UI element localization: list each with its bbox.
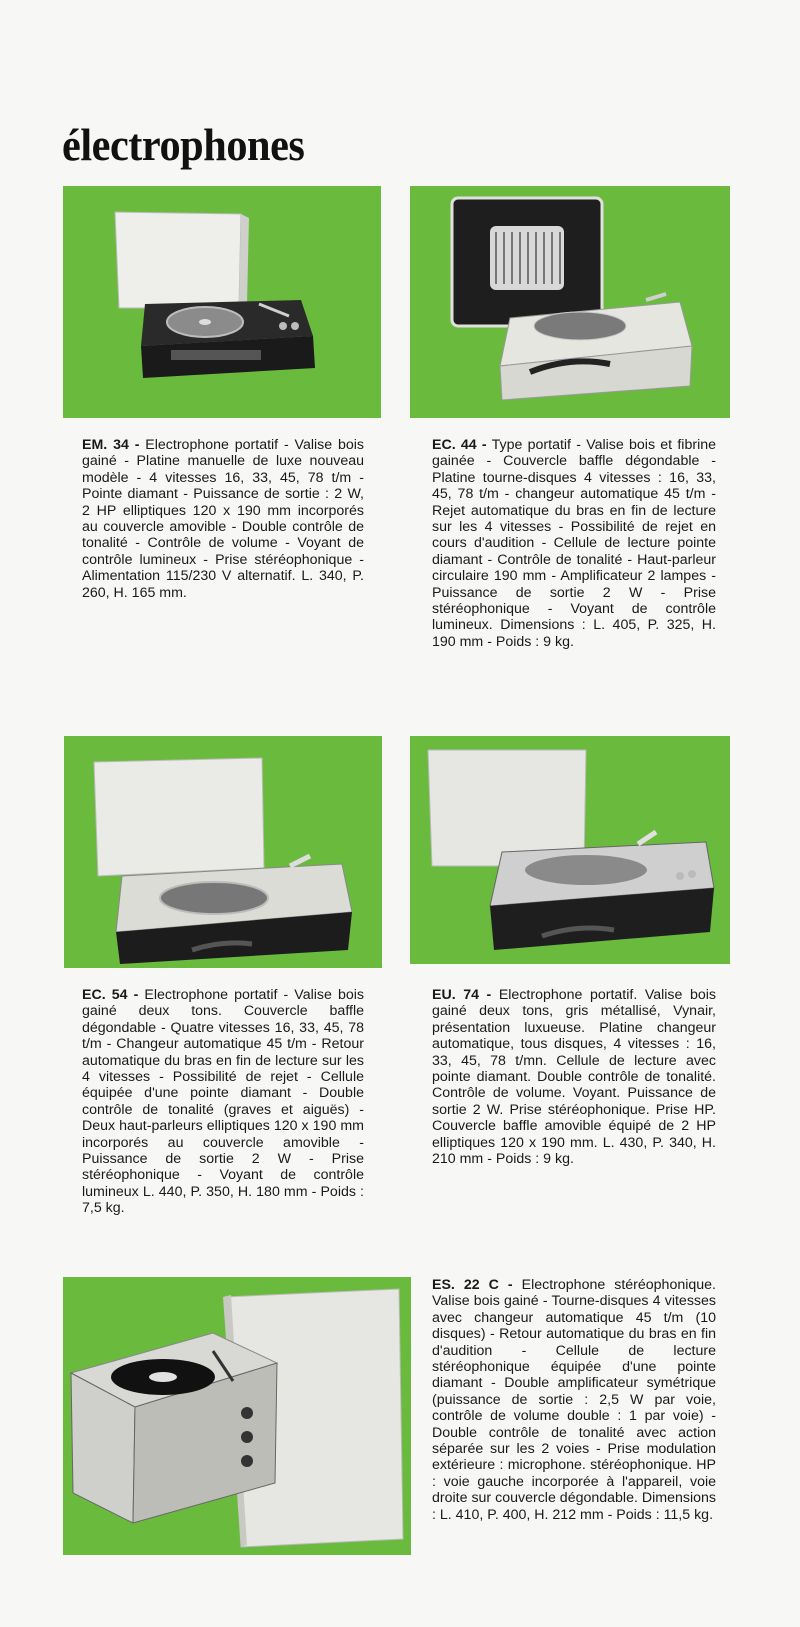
product-code: EC. 54 - — [82, 987, 139, 1003]
page-title: électrophones — [62, 119, 305, 170]
product-text: Electrophone stéréophonique. Valise bois gainé - Tourne-disques 4 vitesses avec changeur automatique 45 t/m (10 disques) - Retour automatique du bras en fin d'audition - Cellule de lecture stéréophonique équipée d'une pointe diamant - Double amplificateur symétrique (puissance de sortie : 2,5 W par voie, contrôle de volume double : 1 par voie) - Double contrôle de tonalité avec action séparée sur les 2 voies - Prise modulation extérieure : microphone. stéréophonique. HP : voie gauche incorporée à l'appareil, voie droite sur couvercle dégondable. Dimensions : L. 410, P. 400, H. 212 mm - Poids : 11,5 kg. — [432, 1277, 716, 1523]
product-code: EU. 74 - — [432, 987, 492, 1003]
product-desc-ec54 — [82, 987, 364, 1217]
product-desc-es22c — [432, 1277, 716, 1523]
product-text: Electrophone portatif. Valise bois gainé deux tons, gris métallisé, Vynair, présentation luxueuse. Platine changeur automatique, tous disques, 4 vitesses : 16, 33, 45, 78 t/mn. Cellule de lecture avec pointe diamant. Double contrôle de tonalité. Contrôle de volume. Voyant. Puissance de sortie 2 W. Prise stéréophonique. Prise HP. Couvercle baffle amovible équipé de 2 HP elliptiques 120 x 190 mm. L. 430, P. 340, H. 210 mm - Poids : 9 kg. — [432, 987, 716, 1168]
product-desc-em34 — [82, 437, 364, 601]
product-desc-ec44 — [432, 437, 716, 650]
product-text: Electrophone portatif - Valise bois gainé - Platine manuelle de luxe nouveau modèle - 4 vitesses 16, 33, 45, 78 t/m - Pointe diamant - Puissance de sortie : 2 W, 2 HP elliptiques 120 x 190 mm incorporés au couvercle amovible - Double contrôle de tonalité - Contrôle de volume - Voyant de contrôle lumineux - Prise stéréophonique - Alimentation 115/230 V alternatif. L. 340, P. 260, H. 165 mm. — [82, 437, 364, 601]
product-photo-ec44 — [410, 186, 730, 418]
product-photo-ec54 — [64, 736, 382, 968]
product-photo-em34 — [63, 186, 381, 418]
product-photo-eu74 — [410, 736, 730, 964]
product-code: EM. 34 - — [82, 437, 140, 453]
product-desc-eu74 — [432, 987, 716, 1167]
product-code: EC. 44 - — [432, 437, 487, 453]
product-photo-es22c — [63, 1277, 411, 1555]
product-code: ES. 22 C - — [432, 1277, 513, 1293]
product-text: Type portatif - Valise bois et fibrine gainée - Couvercle baffle dégondable - Platine tourne-disques 4 vitesses : 16, 33, 45, 78 t/m - changeur automatique 45 t/m - Rejet automatique du bras en fin de lecture sur les 4 vitesses - Possibilité de rejet en cours d'audition - Cellule de lecture pointe diamant - Contrôle de tonalité - Haut-parleur circulaire 190 mm - Amplificateur 2 lampes - Puissance de sortie 2 W - Prise stéréophonique - Voyant de contrôle lumineux. Dimensions : L. 405, P. 325, H. 190 mm - Poids : 9 kg. — [432, 437, 716, 650]
product-text: Electrophone portatif - Valise bois gainé deux tons. Couvercle baffle dégondable - Quatre vitesses 16, 33, 45, 78 t/m - Changeur automatique 45 t/m - Retour automatique du bras en fin de lecture sur les 4 vitesses - Possibilité de rejet - Cellule équipée d'une pointe diamant - Double contrôle de tonalité (graves et aiguës) - Deux haut-parleurs elliptiques 120 x 190 mm incorporés au couvercle amovible - Puissance de sortie 2 W - Prise stéréophonique - Voyant de contrôle lumineux L. 440, P. 350, H. 180 mm - Poids : 7,5 kg. — [82, 987, 364, 1217]
